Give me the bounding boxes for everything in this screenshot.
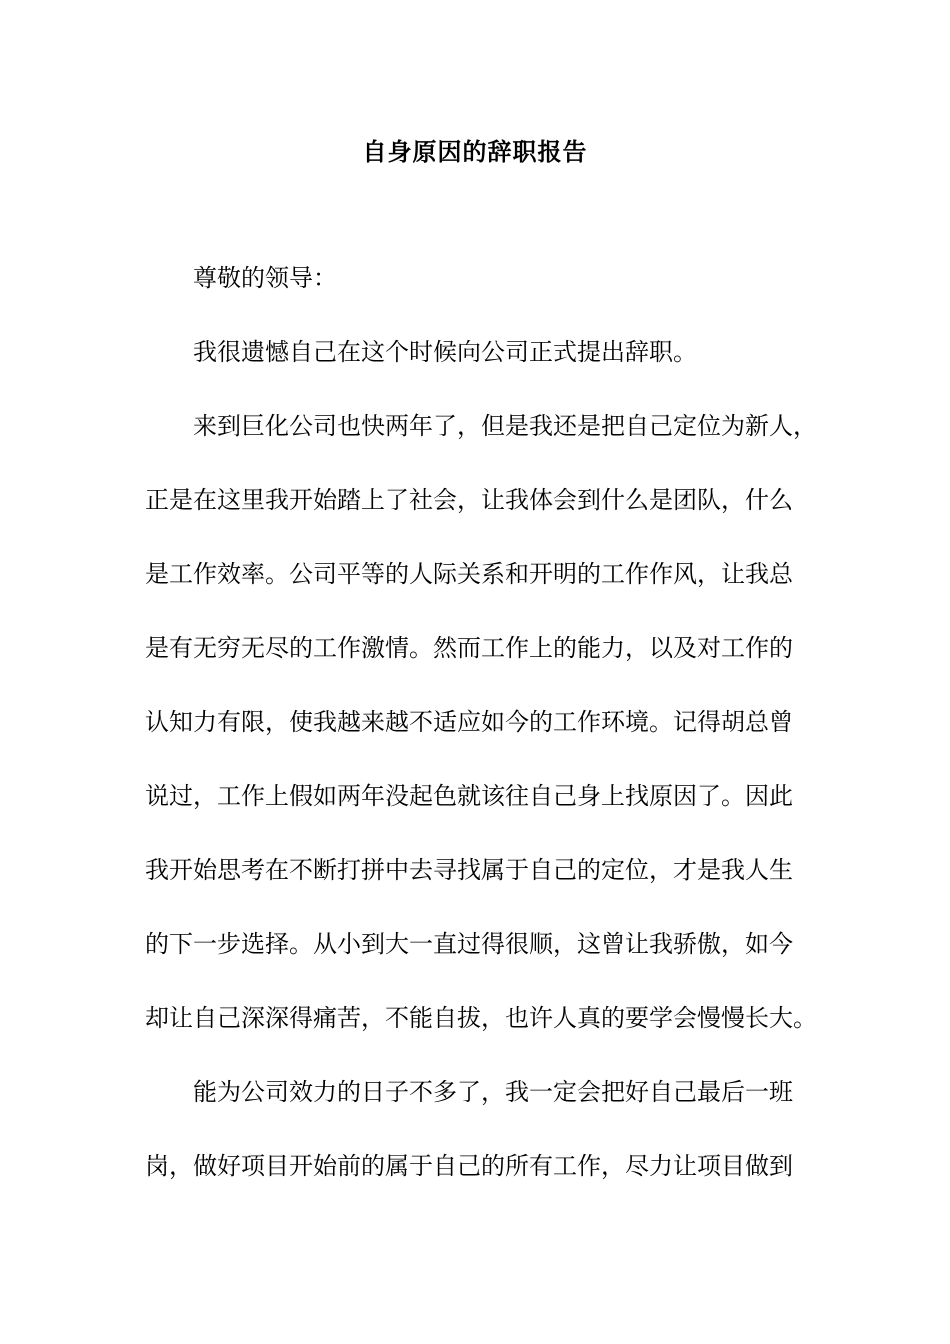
body-line-9: 的下一步选择。从小到大一直过得很顺，这曾让我骄傲，如今 <box>145 930 793 958</box>
body-line-7: 说过，工作上假如两年没起色就该往自己身上找原因了。因此 <box>145 782 793 810</box>
body-line-8: 我开始思考在不断打拼中去寻找属于自己的定位，才是我人生 <box>145 856 793 884</box>
body-line-12: 岗，做好项目开始前的属于自己的所有工作，尽力让项目做到 <box>145 1152 793 1180</box>
body-line-4: 是工作效率。公司平等的人际关系和开明的工作作风，让我总 <box>145 560 793 588</box>
document-title: 自身原因的辞职报告 <box>362 137 588 166</box>
body-line-2: 来到巨化公司也快两年了，但是我还是把自己定位为新人， <box>193 412 817 440</box>
body-line-5: 是有无穷无尽的工作激情。然而工作上的能力，以及对工作的 <box>145 634 793 662</box>
body-line-6: 认知力有限，使我越来越不适应如今的工作环境。记得胡总曾 <box>145 708 793 736</box>
salutation: 尊敬的领导： <box>193 264 337 292</box>
body-line-10: 却让自己深深得痛苦，不能自拔，也许人真的要学会慢慢长大。 <box>145 1004 817 1032</box>
body-line-3: 正是在这里我开始踏上了社会，让我体会到什么是团队，什么 <box>145 486 793 514</box>
body-line-11: 能为公司效力的日子不多了，我一定会把好自己最后一班 <box>193 1078 793 1106</box>
body-line-1: 我很遗憾自己在这个时候向公司正式提出辞职。 <box>193 338 697 366</box>
